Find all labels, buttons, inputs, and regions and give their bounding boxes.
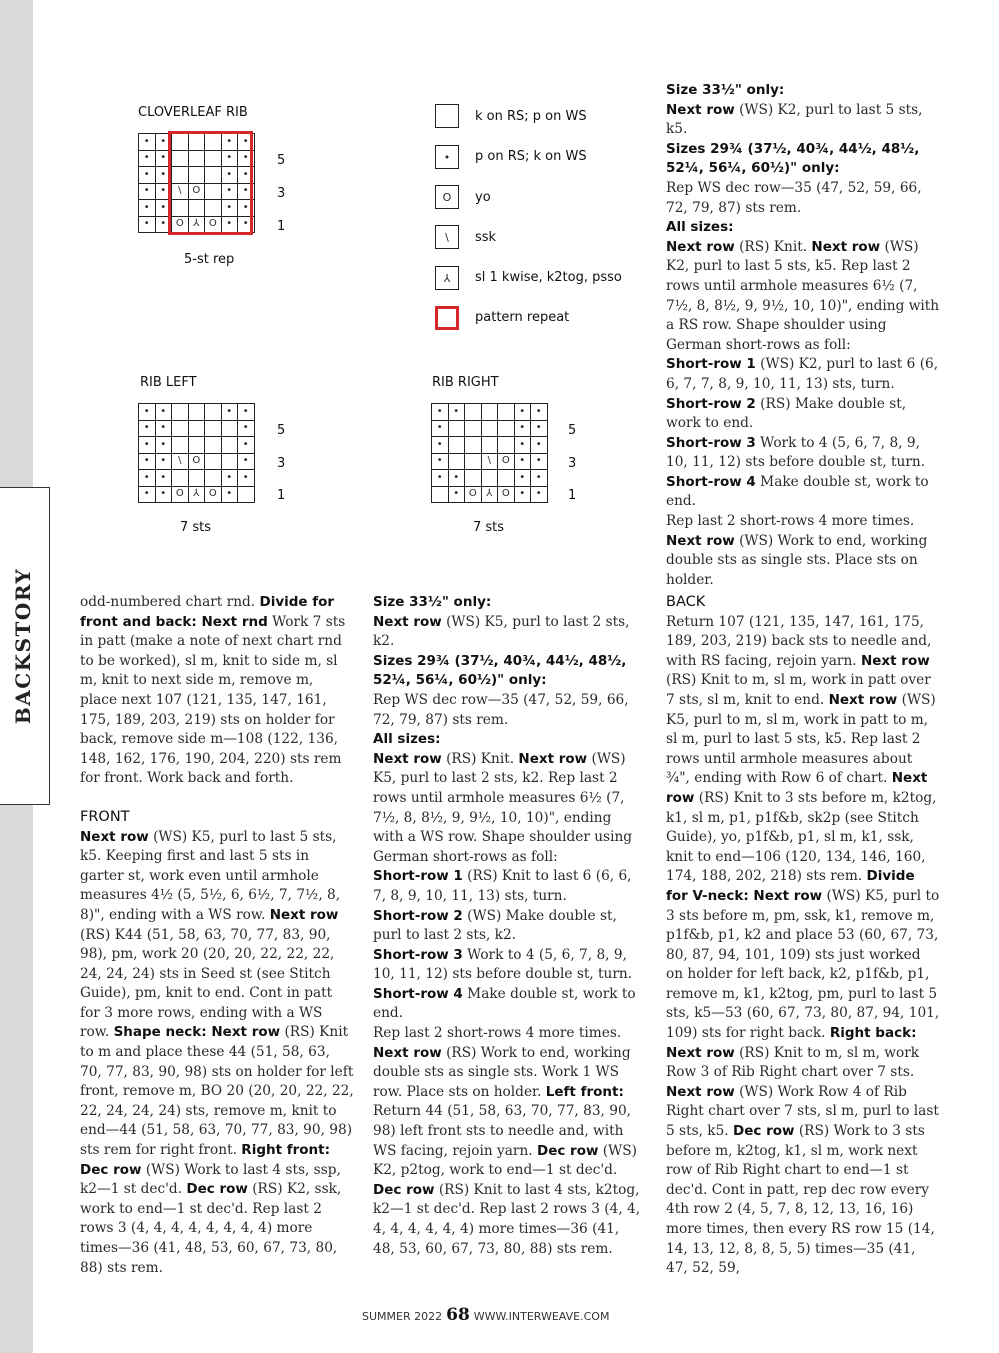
chart-cell (205, 470, 222, 487)
size-heading: Sizes 29¾ (37½, 40¾, 44½, 48½, 52¼, 56¼, 60½)" only: (373, 652, 627, 689)
chart-cell: • (156, 200, 173, 217)
chart-cell: • (531, 404, 548, 421)
chart-cell: • (515, 404, 532, 421)
rib-left-chart-grid (138, 403, 255, 503)
chart-cell (222, 454, 239, 471)
legend-label: sl 1 kwise, k2tog, psso (475, 270, 622, 285)
chart-cell (498, 470, 515, 487)
chart-cell: • (139, 421, 156, 438)
chart-cell: • (531, 437, 548, 454)
text-run: (WS) K5, purl to last 2 sts, k2. Rep last 2 rows until armhole measures 6½ (7, 7½, 8, 8½, 9, 9½, 10, 10)", ending with a WS row. Shape shoulder using German short-rows as foll: (373, 750, 633, 865)
text-run: (WS) K5, purl to last 5 sts, k5. Keeping first and last 5 sts in garter st, work even until armhole measures 4½ (5, 5½, 6, 6½, 7, 7½, 8, 8)", ending with a WS row. (80, 828, 341, 923)
chart-cell: • (515, 454, 532, 471)
size-heading: Sizes 29¾ (37½, 40¾, 44½, 48½, 52¼, 56¼, 60½)" only: (666, 140, 920, 177)
chart-cell: • (238, 454, 255, 471)
column-1 (80, 593, 354, 1278)
chart-cell (222, 421, 239, 438)
bold-run: Dec row (373, 1181, 435, 1198)
page-number: 68 (446, 1305, 470, 1325)
text-run: (WS) Make double st, purl to last 2 sts, k2. (373, 907, 617, 944)
chart-cell: • (238, 404, 255, 421)
column-3 (666, 593, 940, 1279)
text-run: (RS) Work to end, working double sts as single sts. Work 1 WS row. Place sts on holder. (373, 1044, 631, 1100)
chart-cell: • (432, 421, 449, 438)
chart-cell (189, 404, 206, 421)
chart-cell: • (432, 404, 449, 421)
chart-cell (465, 437, 482, 454)
dot-square-icon: • (435, 145, 459, 169)
chart-cell (205, 421, 222, 438)
chart-cell: • (531, 421, 548, 438)
chart-cell: • (432, 437, 449, 454)
slash-square-icon: \ (435, 225, 459, 249)
rib-left-row-label: 1 (277, 488, 286, 503)
bold-run: Shape neck: Next row (113, 1024, 281, 1041)
bold-run: Next row (373, 1044, 442, 1061)
chart-cell: • (222, 404, 239, 421)
bold-run: Next row (666, 101, 735, 118)
cloverleaf-row-label: 1 (277, 219, 286, 234)
chart-cell (465, 421, 482, 438)
bold-run: Next row (373, 613, 442, 630)
chart-cell: • (238, 421, 255, 438)
chart-cell: • (156, 184, 173, 201)
chart-cell: • (238, 217, 255, 234)
bold-run: Short-row 3 (666, 434, 756, 451)
text-run: (RS) K2, ssk, work to end—1 st dec'd. Rep last 2 rows 3 (4, 4, 4, 4, 4, 4, 4, 4) more times—36 (41, 48, 53, 60, 67, 73, 80, 88) sts rem. (80, 1181, 342, 1276)
bold-run: Dec row (536, 1142, 599, 1159)
back-heading: BACK (666, 594, 706, 610)
chart-cell: • (222, 217, 239, 234)
chart-cell (482, 437, 499, 454)
chart-cell: • (238, 470, 255, 487)
chart-cell: • (222, 470, 239, 487)
text-run: (WS) K5, purl to m, sl m, work in patt to m, sl m, purl to last 5 sts, k5. Rep last 2 rows until armhole measures about ¾", ending with Row 6 of chart. (666, 691, 936, 787)
chart-cell: ⅄ (189, 217, 206, 234)
bold-run: Left front: (545, 1083, 624, 1100)
chart-cell: ⅄ (482, 487, 499, 504)
size-heading: Size 33½" only: (666, 82, 785, 98)
text-run: (WS) K2, purl to last 5 sts, k5. Rep last 2 rows until armhole measures 6½ (7, 7½, 8, 8½, 9, 9½, 10, 10)", ending with a RS row. Shape shoulder using German short-rows as foll: (666, 238, 940, 353)
chart-cell (172, 470, 189, 487)
chart-cell: \ (172, 454, 189, 471)
text-run: Work to 4 (5, 6, 7, 8, 9, 10, 11, 12) sts before double st, turn. (373, 946, 633, 983)
bold-run: Short-row 1 (373, 868, 463, 885)
chart-cell: • (139, 454, 156, 471)
bold-run: Next row (373, 750, 442, 767)
chart-cell: O (172, 487, 189, 504)
top-right-text (666, 81, 940, 590)
chart-cell (189, 421, 206, 438)
chart-cell: • (222, 200, 239, 217)
page-footer (362, 1305, 609, 1325)
chart-cell: • (156, 167, 173, 184)
text-run: Rep last 2 short-rows 4 more times. (666, 513, 915, 530)
chart-cell (465, 454, 482, 471)
bold-run: Short-row 4 (666, 473, 756, 490)
rib-right-caption: 7 sts (473, 520, 505, 535)
bold-run: Next row (80, 828, 149, 845)
chart-cell: • (156, 217, 173, 234)
chart-cell (205, 454, 222, 471)
chart-cell: • (515, 421, 532, 438)
rib-right-row-label: 3 (568, 456, 577, 471)
text-run: (WS) K5, purl to 3 sts before m, pm, ssk, k1, remove m, p1f&b, p1, k2 and place 53 (60, 67, 73, 80, 87, 94, 101, 109) sts just worked on holder for left back, k2, p1f&b, p1, remove m, k1, k2tog, pm, purl to last 5 sts, k5—53 (60, 67, 73, 80, 87, 94, 101, 109) sts for right back. (666, 887, 940, 1042)
chart-cell (498, 437, 515, 454)
text-run: (RS) Work to 3 sts before m, k2tog, k1, sl m, work next row of Rib Right chart to end—1 st dec'd. Cont in patt, rep dec row every 4th row 2 (4, 5, 7, 8, 12, 13, 16, 16) more times, then every RS row 15 (14, 14, 13, 12, 8, 8, 5, 5) times—35 (41, 47, 52, 59, (666, 1123, 935, 1277)
column-2 (373, 593, 643, 1259)
rib-left-row-label: 5 (277, 423, 286, 438)
chart-cell: • (156, 404, 173, 421)
chart-cell: • (222, 151, 239, 168)
chart-cell: O (465, 487, 482, 504)
chart-cell (482, 470, 499, 487)
bold-run: Next row (666, 1083, 735, 1100)
chart-cell: O (498, 487, 515, 504)
text-run: (RS) Knit. (441, 750, 519, 767)
text-run: (RS) Knit to m, sl m, work in patt over 7 sts, sl m, knit to end. (666, 672, 931, 708)
chart-cell (465, 404, 482, 421)
chart-cell: \ (482, 454, 499, 471)
chart-cell: • (156, 470, 173, 487)
legend-label: ssk (475, 230, 497, 245)
text-run: Make double st, work to end. (666, 473, 929, 510)
legend-label: p on RS; k on WS (475, 149, 587, 164)
chart-cell: O (205, 217, 222, 234)
chart-cell (172, 404, 189, 421)
chart-cell: ⅄ (189, 487, 206, 504)
bold-run: Next row (518, 750, 588, 767)
bold-run: Right back: Next row (666, 1025, 917, 1061)
section-tab-label: BACKSTORY (11, 567, 35, 725)
chart-cell: • (238, 151, 255, 168)
text-run: Return 107 (121, 135, 147, 161, 175, 189, 203, 219) back sts to needle and, with RS facing, rejoin yarn. (666, 613, 932, 669)
chart-cell: • (222, 487, 239, 504)
chart-cell: • (139, 184, 156, 201)
text-run: (WS) K2, p2tog, work to end—1 st dec'd. (373, 1142, 637, 1179)
chart-cell (222, 437, 239, 454)
text-run: (RS) Make double st, work to end. (666, 395, 907, 432)
chart-cell: • (515, 470, 532, 487)
bold-run: Short-row 4 (373, 985, 463, 1002)
footer-site[interactable]: WWW.INTERWEAVE.COM (473, 1310, 610, 1323)
chart-cell (432, 487, 449, 504)
chart-cell (449, 421, 466, 438)
rib-right-chart-title: RIB RIGHT (432, 375, 499, 390)
chart-cell (238, 487, 255, 504)
chart-cell: • (139, 487, 156, 504)
legend-label: pattern repeat (475, 310, 570, 325)
blank-square-icon (435, 104, 459, 128)
bold-run: Next row (811, 238, 881, 255)
rib-right-row-label: 1 (568, 488, 577, 503)
text-run: (WS) Work to end, working double sts as single sts. Place sts on holder. (666, 532, 928, 588)
bold-run: Divide for front and back: Next rnd (80, 594, 335, 630)
circle-square-icon: O (435, 185, 459, 209)
chart-cell: • (238, 184, 255, 201)
chart-cell: • (139, 470, 156, 487)
cloverleaf-row-label: 3 (277, 186, 286, 201)
text-run: (RS) Knit to last 4 sts, k2tog, k2—1 st dec'd. Rep last 2 rows 3 (4, 4, 4, 4, 4, 4, 4, 4) more times—36 (41, 48, 53, 60, 67, 73, 80, 88) sts rem. (373, 1181, 641, 1257)
chart-cell: • (449, 487, 466, 504)
text-run: (RS) Knit. (734, 238, 812, 255)
bold-run: Short-row 2 (666, 395, 756, 412)
bold-run: Next row (666, 770, 928, 806)
chart-cell (465, 470, 482, 487)
chart-cell: • (238, 167, 255, 184)
text-run: (WS) K2, purl to last 5 sts, k5. (666, 101, 923, 138)
chart-cell: • (156, 421, 173, 438)
chart-cell: • (139, 404, 156, 421)
text-run: Rep WS dec row—35 (47, 52, 59, 66, 72, 79, 87) sts rem. (373, 691, 629, 728)
rib-left-caption: 7 sts (180, 520, 212, 535)
chart-cell: • (222, 167, 239, 184)
chart-cell: • (139, 151, 156, 168)
chart-cell: O (189, 454, 206, 471)
text-run: (WS) Work Row 4 of Rib Right chart over 7 sts, sl m, purl to last 5 sts, k5. (666, 1083, 939, 1140)
chart-cell (482, 404, 499, 421)
size-heading: All sizes: (666, 219, 734, 236)
chart-cell: • (156, 437, 173, 454)
chart-cell: • (139, 217, 156, 234)
text-run: Return 44 (51, 58, 63, 70, 77, 83, 90, 98) left front sts to needle and, with WS facing, rejoin yarn. (373, 1103, 632, 1159)
chart-cell: O (172, 217, 189, 234)
text-run: Work to 4 (5, 6, 7, 8, 9, 10, 11, 12) sts before double st, turn. (666, 434, 926, 471)
chart-cell (498, 404, 515, 421)
chart-cell: • (139, 437, 156, 454)
chart-cell: • (238, 200, 255, 217)
chart-cell: • (449, 470, 466, 487)
bold-run: Short-row 2 (373, 907, 463, 924)
chart-cell (482, 421, 499, 438)
chart-cell (205, 437, 222, 454)
chart-cell: • (449, 404, 466, 421)
chart-cell: • (156, 151, 173, 168)
text-run: (WS) K5, purl to last 2 sts, k2. (373, 613, 630, 650)
chart-cell: • (238, 437, 255, 454)
chart-cell (449, 454, 466, 471)
text-run: Rep last 2 short-rows 4 more times. (373, 1025, 622, 1042)
chart-cell: O (498, 454, 515, 471)
chart-cell: O (189, 184, 206, 201)
chart-cell (172, 421, 189, 438)
pattern-repeat-box (168, 131, 253, 235)
chart-cell: \ (172, 184, 189, 201)
chart-cell: • (139, 200, 156, 217)
chart-cell: • (515, 437, 532, 454)
text-run: Rep WS dec row—35 (47, 52, 59, 66, 72, 79, 87) sts rem. (666, 179, 922, 216)
bold-run: Next row (860, 652, 930, 669)
legend-label: k on RS; p on WS (475, 109, 587, 124)
text-run: (RS) K44 (51, 58, 63, 70, 77, 83, 90, 98), pm, work 20 (20, 20, 22, 22, 22, 24, 24, 24) sts in Seed st (see Stitch Guide), pm, knit to end. Cont in patt for 3 more rows, ending with a WS row. (80, 926, 335, 1041)
chart-cell (449, 437, 466, 454)
bold-run: Divide for V-neck: Next row (666, 868, 915, 904)
chart-cell: • (432, 454, 449, 471)
rib-left-row-label: 3 (277, 456, 286, 471)
chart-cell: • (238, 134, 255, 151)
legend-label: yo (475, 190, 491, 205)
footer-issue: SUMMER 2022 (362, 1310, 443, 1323)
text-run: (RS) Knit to last 6 (6, 6, 7, 8, 9, 10, 11, 13) sts, turn. (373, 868, 632, 904)
chart-cell (189, 437, 206, 454)
rib-right-chart-grid (431, 403, 548, 503)
front-heading: FRONT (80, 808, 130, 825)
size-heading: Size 33½" only: (373, 594, 492, 610)
bold-run: Next row (828, 691, 898, 708)
text-run: (RS) Knit to m, sl m, work Row 3 of Rib Right chart over 7 sts. (666, 1044, 920, 1081)
rib-right-row-label: 5 (568, 423, 577, 438)
text-run: (WS) Work to last 4 sts, ssp, k2—1 st dec'd. (80, 1161, 341, 1198)
bold-run: Dec row (733, 1123, 795, 1140)
bold-run: Next row (666, 532, 735, 549)
bold-run: Dec row (186, 1181, 248, 1198)
bold-run: Next row (269, 906, 339, 923)
rib-left-chart-title: RIB LEFT (140, 375, 197, 390)
text-run: (WS) K2, purl to last 6 (6, 6, 7, 7, 8, 9, 10, 11, 13) sts, turn. (666, 356, 939, 392)
cloverleaf-row-label: 5 (277, 153, 286, 168)
chart-cell: O (205, 487, 222, 504)
chart-cell: • (432, 470, 449, 487)
text-run: (RS) Knit to m and place these 44 (51, 58, 63, 70, 77, 83, 90, 98) sts on holder for left front, remove m, BO 20 (20, 20, 22, 22, 22, 24, 24, 24) sts, remove m, knit to end—44 (51, 58, 63, 70, 77, 83, 90, 98) sts rem for right front. (80, 1024, 354, 1159)
bold-run: Next row (666, 238, 735, 255)
chart-cell: • (139, 167, 156, 184)
size-heading: All sizes: (373, 731, 441, 748)
chart-cell (205, 404, 222, 421)
double-decrease-square-icon: ⅄ (435, 266, 459, 290)
bold-run: Right front: Dec row (80, 1142, 331, 1178)
text-run: Make double st, work to end. (373, 985, 636, 1022)
chart-cell: • (515, 487, 532, 504)
chart-cell: • (531, 470, 548, 487)
cloverleaf-caption: 5-st rep (184, 252, 235, 267)
chart-cell (189, 470, 206, 487)
chart-cell: • (139, 134, 156, 151)
chart-cell: • (531, 454, 548, 471)
chart-cell: • (222, 184, 239, 201)
bold-run: Short-row 3 (373, 946, 463, 963)
bold-run: Short-row 1 (666, 356, 756, 373)
text-run: Work 7 sts in patt (make a note of next chart rnd to be worked), sl m, knit to side m, sl m, knit to next side m, remove m, place next 107 (121, 135, 147, 161, 175, 189, 203, 219) sts on holder for back, remove side m—108 (122, 136, 148, 162, 176, 190, 204, 220) sts rem for front. Work back and forth. (80, 613, 346, 787)
text-run: odd-numbered chart rnd. (80, 594, 260, 610)
chart-cell: • (156, 487, 173, 504)
red-square-icon (435, 306, 459, 330)
chart-cell: • (222, 134, 239, 151)
chart-cell: • (156, 454, 173, 471)
cloverleaf-chart-title: CLOVERLEAF RIB (138, 105, 248, 120)
chart-cell (172, 437, 189, 454)
chart-cell: • (156, 134, 173, 151)
chart-cell (498, 421, 515, 438)
chart-cell: • (531, 487, 548, 504)
text-run: (RS) Knit to 3 sts before m, k2tog, k1, sl m, p1, p1f&b, sk2p (see Stitch Guide), yo, p1f&b, p1, sl m, k1, ssk, knit to end—106 (120, 134, 146, 160, 174, 188, 202, 218) sts rem. (666, 789, 937, 885)
